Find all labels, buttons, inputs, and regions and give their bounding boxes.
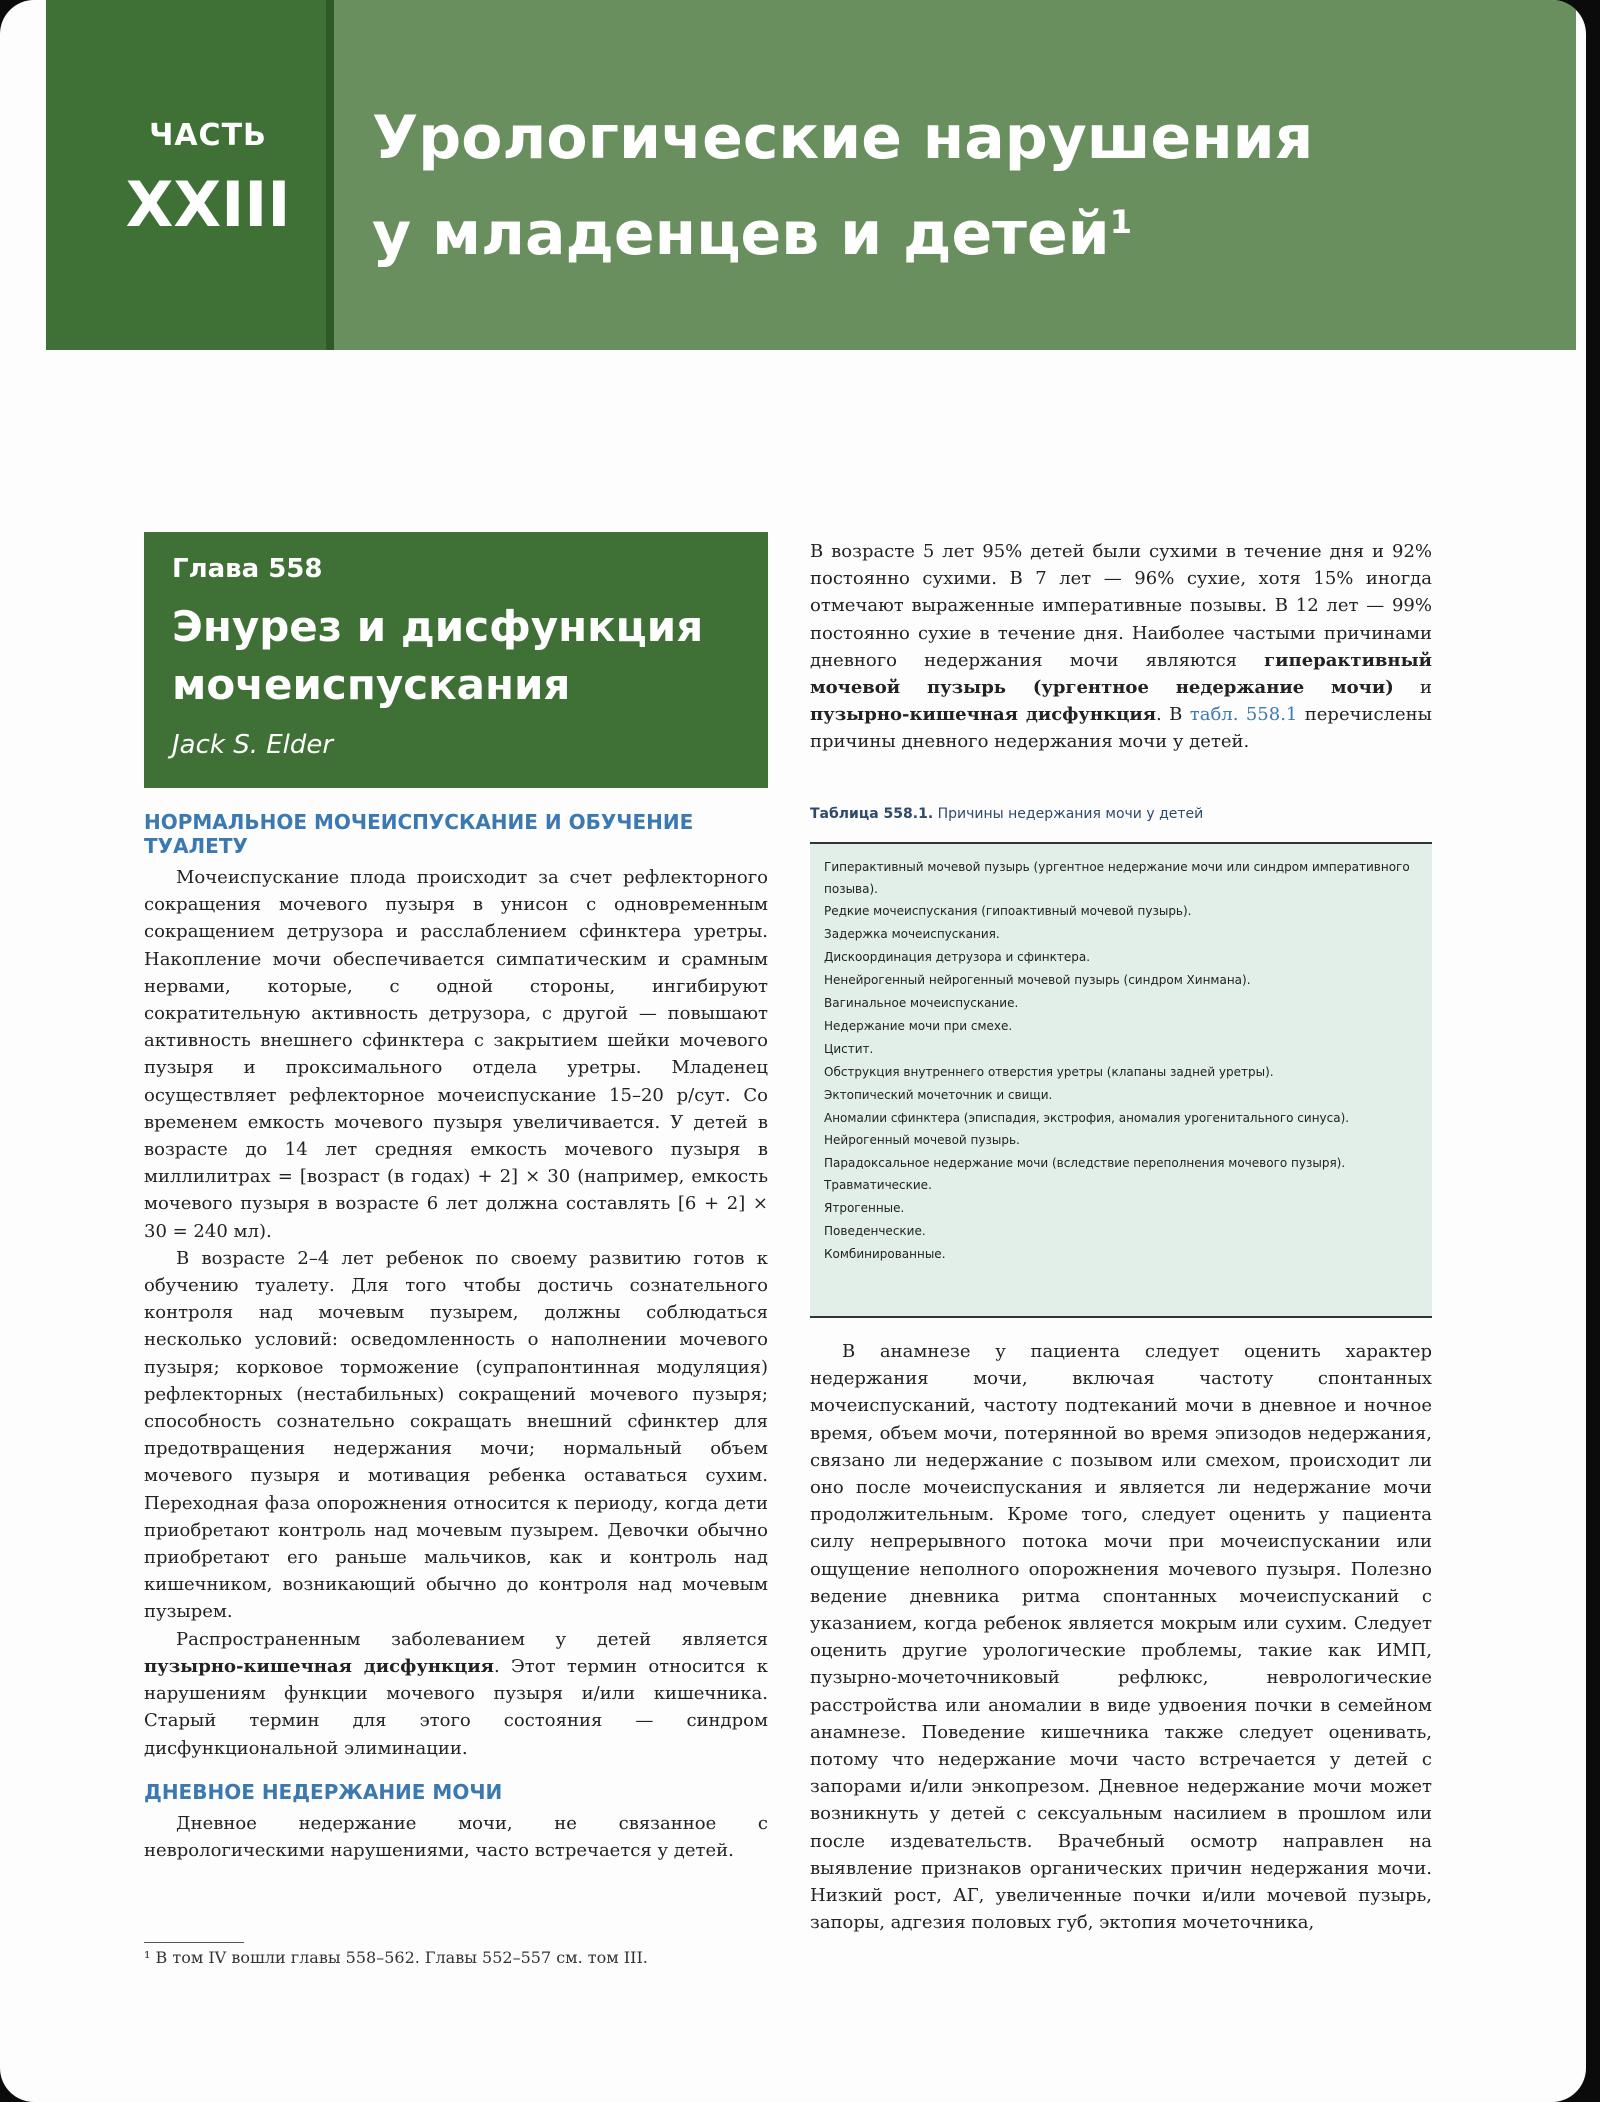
section-heading-daytime-incontinence: ДНЕВНОЕ НЕДЕРЖАНИЕ МОЧИ — [144, 1779, 503, 1804]
right-p1-text-c: перечислены причины дневного недержания мочи у детей. — [810, 704, 1432, 753]
part-title-line2 — [372, 180, 1552, 276]
chapter-author: Jack S. Elder — [172, 730, 334, 760]
right-column-bottom — [810, 1338, 1432, 1936]
part-title-footnote-mark: 1 — [1109, 203, 1132, 241]
left-column — [144, 810, 768, 1864]
table-caption-text: Причины недержания мочи у детей — [937, 806, 1204, 822]
table-row: Обструкция внутреннего отверстия уретры (клапаны задней уретры). — [824, 1065, 1274, 1079]
right-p1-bold-2: пузырно-кишечная дисфункция — [810, 704, 1157, 726]
left-p3-text-b: . Этот термин относится к нарушениям функции мочевого пузыря и/или кишечника. Старый термин для этого состояния — синдром дисфункциональной элиминации. — [144, 1655, 768, 1759]
table-row: Ятрогенные. — [824, 1201, 905, 1215]
table-caption — [810, 806, 1432, 822]
table-row: Аномалии сфинктера (эписпадия, экстрофия, аномалия урогенитального синуса). — [824, 1111, 1350, 1125]
right-p1-text-a: В возрасте 5 лет 95% детей были сухими в течение дня и 92% постоянно сухими. В 7 лет — 96% сухие, хотя 15% иногда отмечают выраженные императивные позывы. В 12 лет — 99% постоянно сухие в течение дня. Наиболее частыми причинами дневного недержания мочи являются — [810, 541, 1432, 671]
part-title — [372, 96, 1552, 276]
right-paragraph-2: В анамнезе у пациента следует оценить характер недержания мочи, включая частоту спонтанных мочеиспусканий, частоту подтеканий мочи в дневное и ночное время, объем мочи, потерянной во время эпизодов недержания, связано ли недержание с позывом или смехом, происходит ли оно после мочеиспускания и является ли недержание мочи продолжительным. Кроме того, следует оценить у пациента силу непрерывного потока мочи при мочеиспускании или ощущение неполного опорожнения мочевого пузыря. Полезно ведение дневника ритма спонтанных мочеиспусканий с указанием, когда ребенок является мокрым или сухим. Следует оценить другие урологические проблемы, такие как ИМП, пузырно-мочеточниковый рефлюкс, неврологические расстройства или аномалии в виде удвоения почки в семейном анамнезе. Поведение кишечника также следует оценивать, потому что недержание мочи часто встречается у детей с запорами и/или энкопрезом. Дневное недержание мочи может возникнуть у детей с сексуальным насилием в прошлом или после издевательств. Врачебный осмотр направлен на выявление признаков органических причин недержания мочи. Низкий рост, АГ, увеличенные почки и/или мочевой пузырь, запоры, адгезия половых губ, эктопия мочеточника, — [810, 1341, 1432, 1934]
table-row: Травматические. — [824, 1178, 932, 1192]
footnote: ¹ В том IV вошли главы 558–562. Главы 552–557 см. том III. — [144, 1948, 648, 1967]
table-row: Задержка мочеиспускания. — [824, 927, 1000, 941]
table-row: Комбинированные. — [824, 1247, 946, 1261]
causes-table — [810, 842, 1432, 1318]
chapter-label: Глава 558 — [172, 554, 323, 584]
part-number: XXIII — [125, 168, 291, 241]
chapter-title-line1: Энурез и дисфункция — [172, 602, 704, 651]
table-row: Ненейрогенный нейрогенный мочевой пузырь (синдром Хинмана). — [824, 973, 1251, 987]
table-row: Парадоксальное недержание мочи (вследствие переполнения мочевого пузыря). — [824, 1156, 1346, 1170]
table-row: Вагинальное мочеиспускание. — [824, 996, 1019, 1010]
table-row: Недержание мочи при смехе. — [824, 1019, 1013, 1033]
header-divider — [326, 0, 334, 350]
part-title-line2-text: у младенцев и детей — [372, 199, 1110, 269]
table-row: Дискоординация детрузора и сфинктера. — [824, 950, 1091, 964]
left-p3-bold-term: пузырно-кишечная дисфункция — [144, 1655, 494, 1677]
table-row: Редкие мочеиспускания (гипоактивный мочевой пузырь). — [824, 904, 1192, 918]
part-title-line1: Урологические нарушения — [372, 103, 1314, 173]
part-label: ЧАСТЬ — [149, 118, 267, 153]
chapter-title-line2: мочеиспускания — [172, 660, 571, 709]
left-paragraph-3 — [144, 1626, 768, 1762]
table-row: Эктопический мочеточник и свищи. — [824, 1088, 1053, 1102]
chapter-title — [172, 598, 762, 714]
table-caption-label: Таблица 558.1. — [810, 806, 934, 822]
table-row: Нейрогенный мочевой пузырь. — [824, 1133, 1020, 1147]
left-paragraph-2: В возрасте 2–4 лет ребенок по своему развитию готов к обучению туалету. Для того чтобы достичь сознательного контроля над мочевым пузырем, должны соблюдаться несколько условий: осведомленность о наполнении мочевого пузыря; корковое торможение (супрапонтинная модуляция) рефлекторных (нестабильных) сокращений мочевого пузыря; способность сознательно сокращать внешний сфинктер для предотвращения недержания мочи; нормальный объем мочевого пузыря и мотивация ребенка оставаться сухим. Переходная фаза опорожнения относится к периоду, когда дети приобретают контроль над мочевым пузырем. Девочки обычно приобретают его раньше мальчиков, как и контроль над кишечником, возникающий обычно до контроля над мочевым пузырем. — [144, 1247, 768, 1623]
right-column-top — [810, 538, 1432, 756]
chapter-box — [144, 532, 768, 788]
table-row: Гиперактивный мочевой пузырь (ургентное недержание мочи или синдром императивного позыва). — [824, 860, 1410, 896]
right-p1-text-mid: и — [1393, 677, 1432, 699]
right-p1-text-b: . В — [1156, 704, 1190, 726]
table-row: Цистит. — [824, 1042, 874, 1056]
footnote-rule — [144, 1942, 244, 1943]
table-reference-link[interactable]: табл. 558.1 — [1189, 704, 1298, 726]
left-p3-text-a: Распространенным заболеванием у детей является — [176, 1628, 768, 1650]
left-paragraph-4: Дневное недержание мочи, не связанное с неврологическими нарушениями, часто встречается у детей. — [144, 1812, 768, 1861]
left-paragraph-1: Мочеиспускание плода происходит за счет рефлекторного сокращения мочевого пузыря в унисон с одновременным сокращением детрузора и расслаблением сфинктера уретры. Накопление мочи обеспечивается симпатическим и срамным нервами, которые, с одной стороны, ингибируют сократительную активность детрузора, с другой — повышают активность внешнего сфинктера с закрытием шейки мочевого пузыря и проксимального отдела уретры. Младенец осуществляет рефлекторное мочеиспускание 15–20 р/сут. Со временем емкость мочевого пузыря увеличивается. У детей в возрасте до 14 лет средняя емкость мочевого пузыря в миллилитрах = [возраст (в годах) + 2] × 30 (например, емкость мочевого пузыря в возрасте 6 лет должна составлять [6 + 2] × 30 = 240 мл). — [144, 867, 768, 1242]
right-paragraph-1 — [810, 538, 1432, 756]
table-row: Поведенческие. — [824, 1224, 926, 1238]
right-p1-bold-1: гиперактивный мочевой пузырь (ургентное недержание мочи) — [810, 649, 1432, 699]
section-heading-normal-urination: НОРМАЛЬНОЕ МОЧЕИСПУСКАНИЕ И ОБУЧЕНИЕ ТУАЛЕТУ — [144, 810, 694, 858]
